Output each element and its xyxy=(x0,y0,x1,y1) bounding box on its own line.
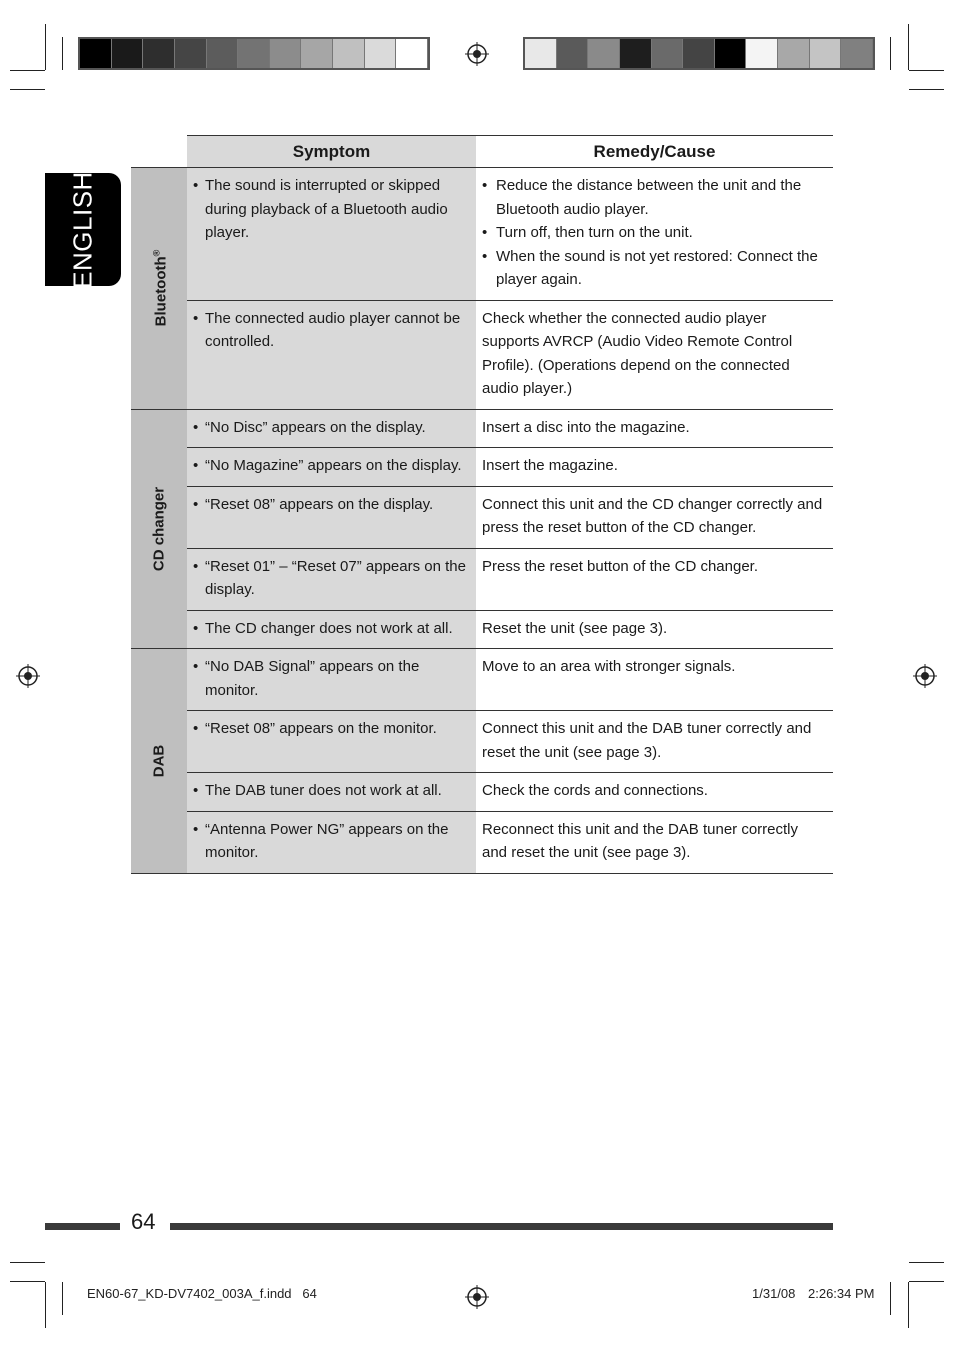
color-swatch xyxy=(396,39,428,68)
color-swatch xyxy=(778,39,810,68)
category-label: Bluetooth xyxy=(152,256,170,327)
category-dab xyxy=(131,649,187,874)
symptom-cell: • The connected audio player cannot be controlled. xyxy=(187,300,476,409)
color-swatch xyxy=(238,39,270,68)
color-swatch xyxy=(333,39,365,68)
registration-mark-icon xyxy=(913,664,937,688)
color-swatch xyxy=(810,39,842,68)
color-swatch xyxy=(301,39,333,68)
remedy-cell: Move to an area with stronger signals. xyxy=(476,649,833,711)
header-corner xyxy=(131,136,187,168)
remedy-cell: Check whether the connected audio player supports AVRCP (Audio Video Remote Control Profile). (Operations depend on the connected audio player.) xyxy=(476,300,833,409)
symptom-cell: • “Reset 08” appears on the display. xyxy=(187,486,476,548)
symptom-cell: • “Reset 01” – “Reset 07” appears on the display. xyxy=(187,548,476,610)
page-number: 64 xyxy=(131,1209,156,1234)
color-swatch xyxy=(746,39,778,68)
table-row xyxy=(131,409,833,448)
remedy-cell: Check the cords and connections. xyxy=(476,773,833,812)
table-row xyxy=(131,168,833,301)
slug-time: 2:26:34 PM xyxy=(808,1286,875,1301)
symptom-header: Symptom xyxy=(187,136,476,168)
color-swatch xyxy=(841,39,873,68)
remedy-cell: Insert the magazine. xyxy=(476,448,833,487)
remedy-list xyxy=(482,174,827,292)
troubleshooting-table xyxy=(131,135,833,874)
remedy-cell: Insert a disc into the magazine. xyxy=(476,409,833,448)
slug-date: 1/31/08 xyxy=(752,1286,796,1301)
symptom-cell: • “No Disc” appears on the display. xyxy=(187,409,476,448)
table-row xyxy=(131,486,833,548)
remedy-item: • Reduce the distance between the unit and the Bluetooth audio player. xyxy=(482,174,827,221)
footer-rule-left xyxy=(45,1223,120,1230)
color-swatch xyxy=(270,39,302,68)
category-cd-changer xyxy=(131,409,187,649)
category-label: CD changer xyxy=(150,486,168,571)
color-bar-right xyxy=(523,37,875,70)
table-row xyxy=(131,711,833,773)
color-bar-left xyxy=(78,37,430,70)
color-swatch xyxy=(557,39,589,68)
remedy-item: • Turn off, then turn on the unit. xyxy=(482,221,827,245)
registration-mark-icon xyxy=(16,664,40,688)
table-row xyxy=(131,610,833,649)
category-label: DAB xyxy=(150,744,168,777)
color-swatch xyxy=(143,39,175,68)
category-bluetooth xyxy=(131,168,187,410)
color-swatch xyxy=(683,39,715,68)
remedy-cell: Reset the unit (see page 3). xyxy=(476,610,833,649)
registration-mark-icon xyxy=(465,1285,489,1309)
table-row xyxy=(131,548,833,610)
language-label: ENGLISH xyxy=(67,170,98,289)
color-swatch xyxy=(588,39,620,68)
symptom-cell: • The sound is interrupted or skipped during playback of a Bluetooth audio player. xyxy=(187,168,476,301)
symptom-cell: • “No DAB Signal” appears on the monitor. xyxy=(187,649,476,711)
table-header-row xyxy=(131,136,833,168)
color-swatch xyxy=(207,39,239,68)
color-swatch xyxy=(175,39,207,68)
remedy-header: Remedy/Cause xyxy=(476,136,833,168)
color-swatch xyxy=(80,39,112,68)
table-row xyxy=(131,300,833,409)
table-row xyxy=(131,811,833,873)
remedy-item: • When the sound is not yet restored: Connect the player again. xyxy=(482,245,827,292)
symptom-cell: • “Reset 08” appears on the monitor. xyxy=(187,711,476,773)
symptom-cell: • The DAB tuner does not work at all. xyxy=(187,773,476,812)
color-swatch xyxy=(112,39,144,68)
symptom-cell: • The CD changer does not work at all. xyxy=(187,610,476,649)
slug-file: EN60-67_KD-DV7402_003A_f.indd 64 xyxy=(87,1286,317,1301)
registered-mark: ® xyxy=(151,249,162,257)
table-row xyxy=(131,773,833,812)
color-swatch xyxy=(620,39,652,68)
remedy-cell xyxy=(476,168,833,301)
color-swatch xyxy=(715,39,747,68)
color-swatch xyxy=(525,39,557,68)
language-tab xyxy=(45,170,121,289)
table-row xyxy=(131,649,833,711)
remedy-cell: Connect this unit and the CD changer correctly and press the reset button of the CD changer. xyxy=(476,486,833,548)
color-swatch xyxy=(365,39,397,68)
symptom-cell: • “No Magazine” appears on the display. xyxy=(187,448,476,487)
remedy-cell: Press the reset button of the CD changer. xyxy=(476,548,833,610)
table-row xyxy=(131,448,833,487)
symptom-cell: • “Antenna Power NG” appears on the monitor. xyxy=(187,811,476,873)
remedy-cell: Reconnect this unit and the DAB tuner correctly and reset the unit (see page 3). xyxy=(476,811,833,873)
footer-rule-right xyxy=(170,1223,833,1230)
registration-mark-icon xyxy=(465,42,489,66)
remedy-cell: Connect this unit and the DAB tuner correctly and reset the unit (see page 3). xyxy=(476,711,833,773)
color-swatch xyxy=(652,39,684,68)
